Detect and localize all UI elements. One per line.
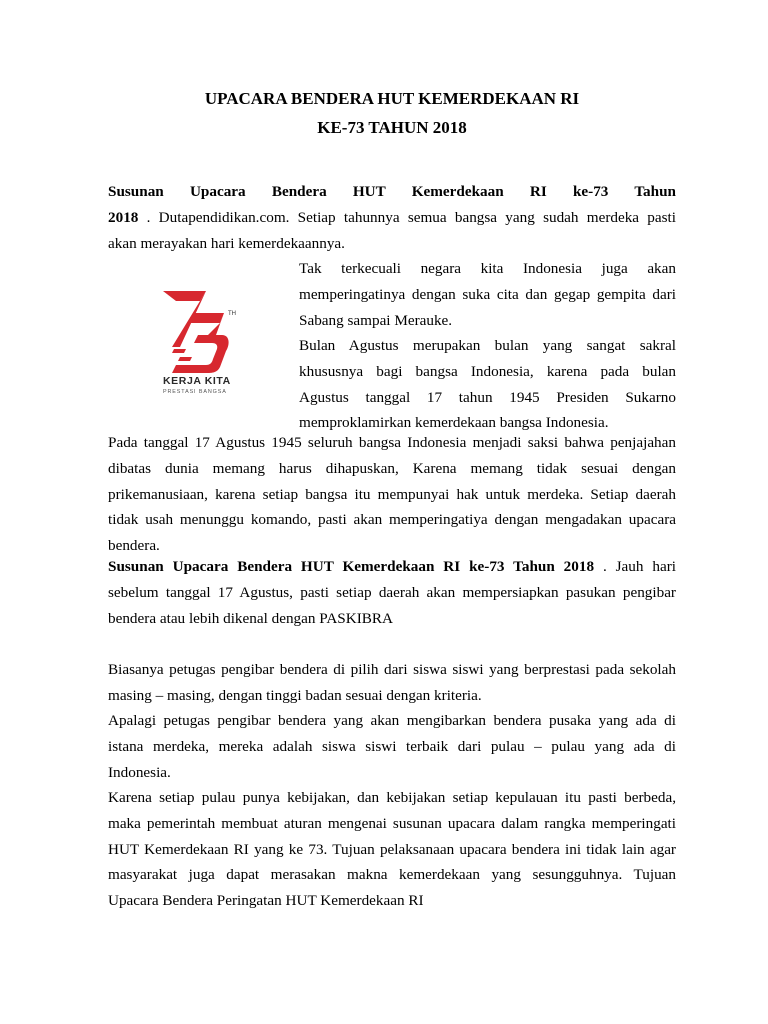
text-line: Biasanya petugas pengibar bendera di pilih dari siswa siswi yang berprestasi pada sekolah (108, 661, 676, 678)
bold-heading-text: Susunan Upacara Bendera HUT Kemerdekaan RI ke-73 Tahun (108, 183, 676, 200)
logo-superscript: TH (228, 311, 236, 317)
paragraph-right-2 (299, 333, 676, 436)
hut-ri-73-logo (160, 287, 244, 403)
text-line: prikemanusiaan, karena setiap bangsa itu mempunyai hak untuk merdeka. Setiap daerah (108, 485, 676, 503)
text-line: istana merdeka, mereka adalah siswa siswi terbaik dari pulau – pulau yang ada di (108, 737, 676, 755)
text-line: Tak terkecuali negara kita Indonesia juga akan (299, 260, 676, 277)
paragraph-purpose (108, 785, 676, 914)
text-line: maka pemerintah membuat aturan mengenai susunan upacara dalam rangka memperingati (108, 814, 676, 832)
text-line: bendera atau lebih dikenal dengan PASKIBRA (108, 609, 393, 627)
text-line: Karena setiap pulau punya kebijakan, dan kebijakan setiap kepulauan itu pasti berbeda, (108, 789, 676, 806)
text-line: Susunan Upacara Bendera HUT Kemerdekaan RI ke-73 Tahun 2018 . Jauh hari (108, 558, 676, 575)
text-line: tidak usah menunggu komando, pasti akan memperingatiya dengan mengadakan upacara (108, 511, 676, 529)
bold-year-text: 2018 (108, 208, 139, 226)
paragraph-paskibra (108, 554, 676, 631)
document-subtitle: KE-73 TAHUN 2018 (317, 118, 467, 137)
paragraph-proclamation (108, 430, 676, 559)
text-line: akan merayakan hari kemerdekaannya. (108, 234, 345, 252)
text-line: Indonesia. (108, 763, 171, 781)
text-line: memproklamirkan kemerdekaan bangsa Indonesia. (299, 414, 609, 432)
text-line: Upacara Bendera Peringatan HUT Kemerdekaan RI (108, 892, 424, 910)
paragraph-intro (108, 179, 676, 256)
text-line: memperingatinya dengan suka cita dan gegap gempita dari (299, 285, 676, 303)
text-line: khususnya bagi bangsa Indonesia, karena pada bulan (299, 362, 676, 380)
logo-tagline-sub: PRESTASI BANGSA (163, 389, 227, 395)
text-line: 2018 . Dutapendidikan.com. Setiap tahunnya semua bangsa yang sudah merdeka pasti (108, 208, 676, 226)
document-page (108, 0, 676, 1024)
text-line: Agustus tanggal 17 tahun 1945 Presiden Sukarno (299, 388, 676, 406)
text-line: Sabang sampai Merauke. (299, 311, 453, 329)
text-line: Pada tanggal 17 Agustus 1945 seluruh bangsa Indonesia menjadi saksi bahwa penjajahan (108, 434, 676, 451)
paragraph-pusaka (108, 708, 676, 785)
paragraph-right-1 (299, 256, 676, 333)
text-line: masing – masing, dengan tinggi badan sesuai dengan kriteria. (108, 686, 482, 704)
bold-heading-text: Susunan Upacara Bendera HUT Kemerdekaan RI ke-73 Tahun 2018 (108, 558, 595, 575)
logo-tagline-main: KERJA KITA (163, 375, 231, 387)
text-line (108, 179, 676, 205)
text-line: masyarakat juga dapat merasakan makna kemerdekaan yang sesungguhnya. Tujuan (108, 866, 676, 884)
logo-73-icon (160, 287, 244, 377)
text-line: dibatas dunia memang harus dihapuskan, Karena memang tidak sesuai dengan (108, 459, 676, 477)
paragraph-selection (108, 657, 676, 709)
text-line: Apalagi petugas pengibar bendera yang akan mengibarkan bendera pusaka yang ada di (108, 712, 676, 729)
text-line: sebelum tanggal 17 Agustus, pasti setiap daerah akan mempersiapkan pasukan pengibar (108, 583, 676, 601)
text-line: HUT Kemerdekaan RI yang ke 73. Tujuan pelaksanaan upacara bendera ini tidak lain agar (108, 840, 676, 858)
text-line: bendera. (108, 537, 160, 555)
text-line: Bulan Agustus merupakan bulan yang sangat sakral (299, 337, 676, 354)
document-title: UPACARA BENDERA HUT KEMERDEKAAN RI (204, 89, 580, 108)
